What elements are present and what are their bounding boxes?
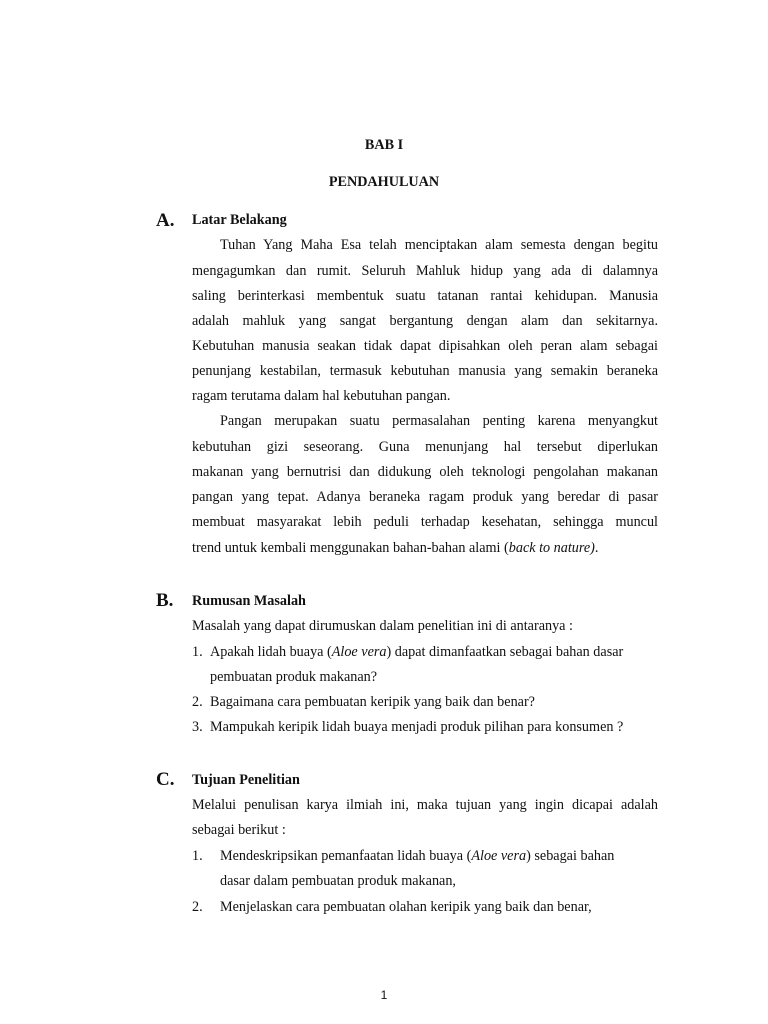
para-a1-line-5: Kebutuhan manusia seakan tidak dapat dipisahkan oleh peran alam sebagai [192,338,658,354]
section-b-intro: Masalah yang dapat dirumuskan dalam penelitian ini di antaranya : [192,618,573,634]
list-b-item-2-number: 2. [192,694,203,710]
italic-aloe-vera-2: Aloe vera [471,848,527,864]
chapter-number: BAB I [364,137,404,153]
list-c-item-2-number: 2. [192,899,203,915]
list-b-item-2-text: Bagaimana cara pembuatan keripik yang baik dan benar? [210,694,535,710]
section-b-letter: B. [156,590,174,611]
para-a1-line-4: adalah mahluk yang sangat bergantung dengan alam dan sekitarnya. [192,313,658,329]
list-b-item-1-number: 1. [192,644,203,660]
list-b-item-1-text [210,644,623,661]
chapter-title: PENDAHULUAN [328,174,440,190]
list-c-item-1-post: ) sebagai bahan [526,848,615,864]
italic-aloe-vera: Aloe vera [331,644,387,660]
section-c-title: Tujuan Penelitian [192,772,300,788]
para-a1-line-1: Tuhan Yang Maha Esa telah menciptakan alam semesta dengan begitu [220,237,658,253]
para-a1-line-6: penunjang kestabilan, termasuk kebutuhan manusia yang semakin beraneka [192,363,658,379]
page-number: 1 [380,988,388,1002]
section-b-title: Rumusan Masalah [192,593,306,609]
list-c-item-1-text [220,848,614,865]
para-a2-line-6-text: trend untuk kembali menggunakan bahan-bahan alami ( [192,540,509,556]
section-a-title: Latar Belakang [192,212,287,228]
list-c-item-1-pre: Mendeskripsikan pemanfaatan lidah buaya ( [220,848,472,864]
list-b-item-3-text: Mampukah keripik lidah buaya menjadi produk pilihan para konsumen ? [210,719,624,735]
para-a1-line-7: ragam terutama dalam hal kebutuhan pangan. [192,388,451,404]
para-a2-line-4: pangan yang tepat. Adanya beraneka ragam produk yang beredar di pasar [192,489,658,505]
para-a2-line-5: membuat masyarakat lebih peduli terhadap kesehatan, sehingga muncul [192,514,658,530]
para-a2-line-6 [192,540,598,557]
list-b-item-1-continuation: pembuatan produk makanan? [210,669,378,685]
para-a2-line-6-end: . [594,540,599,556]
section-a-letter: A. [156,210,175,231]
para-a2-line-2: kebutuhan gizi seseorang. Guna menunjang hal tersebut diperlukan [192,439,658,455]
list-b-item-3-number: 3. [192,719,203,735]
list-c-item-1-continuation: dasar dalam pembuatan produk makanan, [220,873,456,889]
list-b-item-1-pre: Apakah lidah buaya ( [210,644,332,660]
section-c-intro-line-2: sebagai berikut : [192,822,286,838]
section-c-intro-line-1: Melalui penulisan karya ilmiah ini, maka tujuan yang ingin dicapai adalah [192,797,658,813]
para-a2-line-3: makanan yang bernutrisi dan didukung oleh teknologi pengolahan makanan [192,464,658,480]
list-b-item-1-post: ) dapat dimanfaatkan sebagai bahan dasar [386,644,624,660]
para-a1-line-2: mengagumkan dan rumit. Seluruh Mahluk hidup yang ada di dalamnya [192,263,658,279]
para-a2-line-1: Pangan merupakan suatu permasalahan penting karena menyangkut [220,413,658,429]
para-a1-line-3: saling berinterkasi membentuk suatu tatanan rantai kehidupan. Manusia [192,288,658,304]
list-c-item-1-number: 1. [192,848,203,864]
italic-back-to-nature: back to nature) [508,540,595,556]
section-c-letter: C. [156,769,175,790]
list-c-item-2-text: Menjelaskan cara pembuatan olahan keripik yang baik dan benar, [220,899,592,915]
